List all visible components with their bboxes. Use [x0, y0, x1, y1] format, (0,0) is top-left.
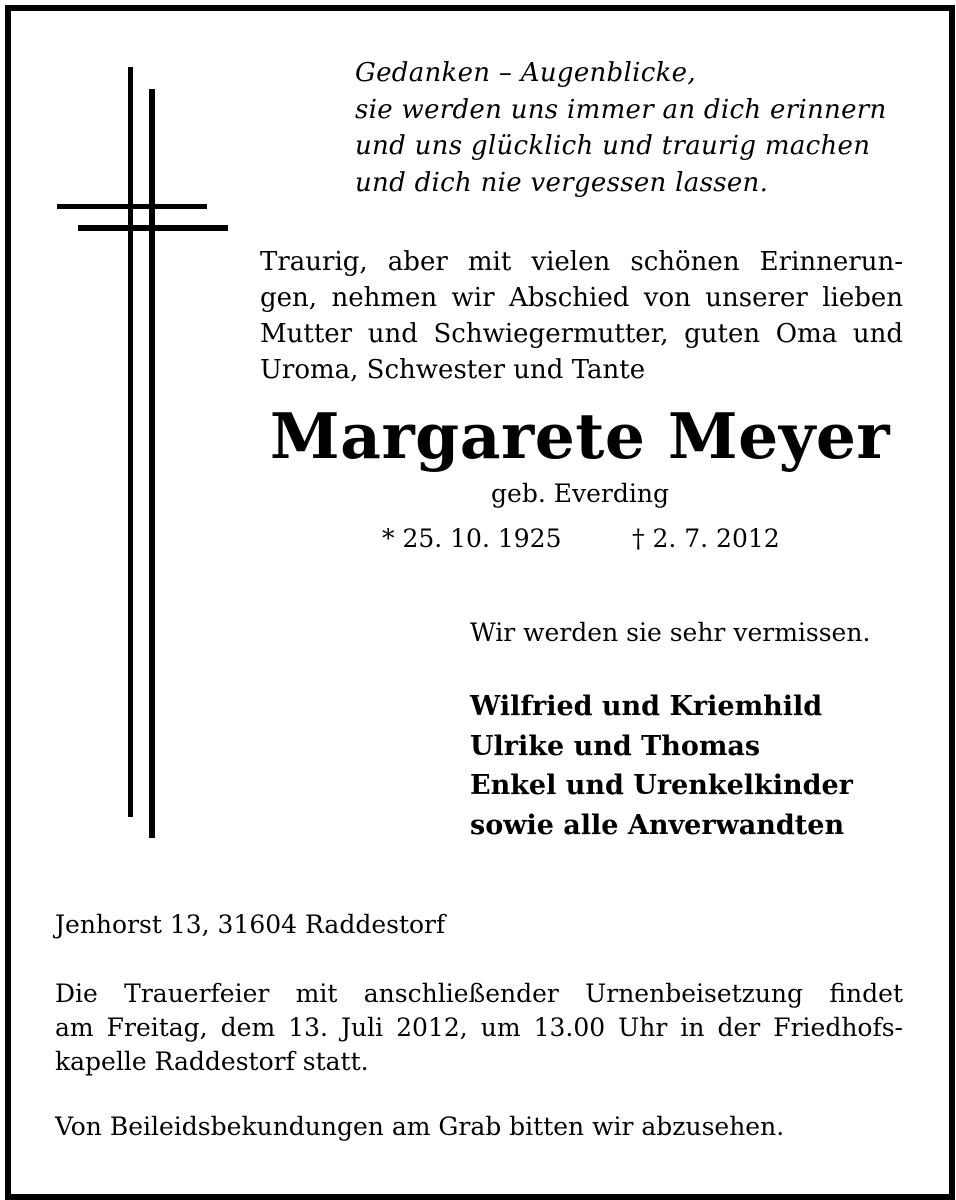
deceased-name: Margarete Meyer — [269, 399, 891, 473]
intro-line: Traurig, aber mit vielen schönen Erinnerun- — [260, 247, 903, 277]
poem-verse — [355, 55, 915, 201]
family-address: Jenhorst 13, 31604 Raddestorf — [55, 910, 446, 939]
condolence-note: Von Beileidsbekundungen am Grab bitten wir abzusehen. — [55, 1112, 785, 1141]
poem-line: und uns glücklich und traurig machen — [355, 131, 871, 161]
ceremony-notice — [55, 977, 903, 1079]
poem-line: und dich nie vergessen lassen. — [355, 167, 769, 198]
death-date: † 2. 7. 2012 — [632, 524, 780, 553]
mourner-entry: sowie alle Anverwandten — [470, 809, 845, 841]
intro-line: gen, nehmen wir Abschied von unserer lieben — [260, 283, 903, 313]
intro-line: Uroma, Schwester und Tante — [260, 355, 646, 385]
mourners-list — [470, 687, 853, 845]
mourner-entry: Enkel und Urenkelkinder — [470, 770, 853, 801]
mourner-entry: Wilfried und Kriemhild — [470, 691, 823, 722]
poem-line: Gedanken – Augenblicke, — [355, 58, 696, 88]
farewell-line: Wir werden sie sehr vermissen. — [470, 618, 871, 647]
maiden-name: geb. Everding — [491, 479, 669, 508]
mourner-entry: Ulrike und Thomas — [470, 730, 761, 762]
intro-line: Mutter und Schwiegermutter, guten Oma und — [260, 319, 903, 349]
ceremony-line: Die Trauerfeier mit anschließender Urnenbeisetzung findet — [55, 979, 903, 1008]
poem-line: sie werden uns immer an dich erinnern — [355, 94, 887, 125]
ceremony-line: am Freitag, dem 13. Juli 2012, um 13.00 Uhr in der Friedhofs- — [55, 1013, 903, 1042]
intro-paragraph — [260, 244, 903, 388]
birth-date: * 25. 10. 1925 — [382, 524, 562, 553]
ceremony-line: kapelle Raddestorf statt. — [55, 1047, 369, 1076]
